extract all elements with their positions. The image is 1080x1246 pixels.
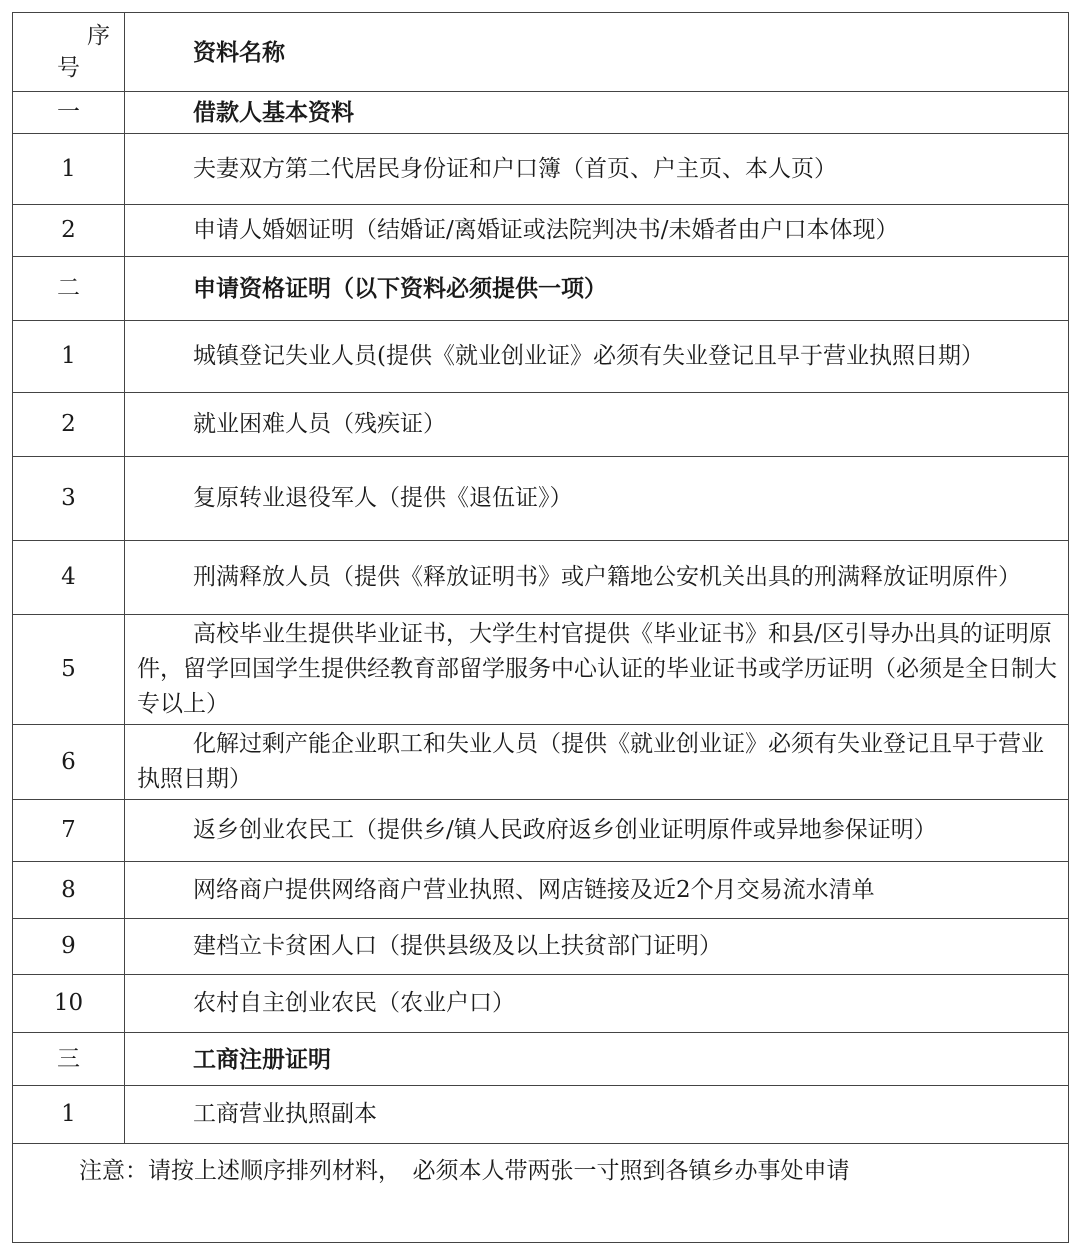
row-number: 8 xyxy=(13,862,125,919)
material-name: 网络商户提供网络商户营业执照、网店链接及近2个月交易流水清单 xyxy=(125,862,1069,919)
table-row xyxy=(13,1086,1069,1144)
row-number: 1 xyxy=(13,134,125,205)
material-name: 工商营业执照副本 xyxy=(125,1086,1069,1144)
section-row xyxy=(13,1033,1069,1086)
material-name: 建档立卡贫困人口（提供县级及以上扶贫部门证明） xyxy=(125,919,1069,975)
row-number: 6 xyxy=(13,725,125,800)
table-row xyxy=(13,975,1069,1033)
table-row xyxy=(13,321,1069,393)
section-title: 工商注册证明 xyxy=(125,1033,1069,1086)
row-number: 5 xyxy=(13,615,125,725)
header-name-cell: 资料名称 xyxy=(125,13,1069,92)
materials-table xyxy=(12,12,1069,1243)
note-row xyxy=(13,1144,1069,1243)
row-number: 9 xyxy=(13,919,125,975)
row-number: 二 xyxy=(13,257,125,321)
row-number: 10 xyxy=(13,975,125,1033)
header-num-line2: 号 xyxy=(57,55,80,81)
section-row xyxy=(13,257,1069,321)
material-name: 农村自主创业农民（农业户口） xyxy=(125,975,1069,1033)
row-number: 7 xyxy=(13,800,125,862)
table-row xyxy=(13,862,1069,919)
material-name: 复原转业退役军人（提供《退伍证》） xyxy=(125,457,1069,541)
section-row xyxy=(13,92,1069,134)
material-name: 化解过剩产能企业职工和失业人员（提供《就业创业证》必须有失业登记且早于营业执照日期） xyxy=(125,725,1069,800)
table-row xyxy=(13,457,1069,541)
material-name: 就业困难人员（残疾证） xyxy=(125,393,1069,457)
table-row xyxy=(13,800,1069,862)
material-name: 申请人婚姻证明（结婚证/离婚证或法院判决书/未婚者由户口本体现） xyxy=(125,205,1069,257)
row-number: 1 xyxy=(13,1086,125,1144)
table-row xyxy=(13,541,1069,615)
row-number: 2 xyxy=(13,393,125,457)
header-num-cell xyxy=(13,13,125,92)
material-name: 城镇登记失业人员(提供《就业创业证》必须有失业登记且早于营业执照日期） xyxy=(125,321,1069,393)
header-num-line1: 序 xyxy=(87,23,110,49)
table-row xyxy=(13,725,1069,800)
row-number: 4 xyxy=(13,541,125,615)
note-text: 注意：请按上述顺序排列材料， 必须本人带两张一寸照到各镇乡办事处申请 xyxy=(13,1144,1069,1243)
material-name: 夫妻双方第二代居民身份证和户口簿（首页、户主页、本人页） xyxy=(125,134,1069,205)
table-row xyxy=(13,393,1069,457)
section-title: 借款人基本资料 xyxy=(125,92,1069,134)
table-row xyxy=(13,919,1069,975)
material-name: 刑满释放人员（提供《释放证明书》或户籍地公安机关出具的刑满释放证明原件） xyxy=(125,541,1069,615)
row-number: 三 xyxy=(13,1033,125,1086)
row-number: 3 xyxy=(13,457,125,541)
material-name: 返乡创业农民工（提供乡/镇人民政府返乡创业证明原件或异地参保证明） xyxy=(125,800,1069,862)
row-number: 2 xyxy=(13,205,125,257)
section-title: 申请资格证明（以下资料必须提供一项） xyxy=(125,257,1069,321)
row-number: 一 xyxy=(13,92,125,134)
material-name: 高校毕业生提供毕业证书，大学生村官提供《毕业证书》和县/区引导办出具的证明原件，留学回国学生提供经教育部留学服务中心认证的毕业证书或学历证明（必须是全日制大专以上） xyxy=(125,615,1069,725)
table-row xyxy=(13,615,1069,725)
table-row xyxy=(13,134,1069,205)
row-number: 1 xyxy=(13,321,125,393)
header-row xyxy=(13,13,1069,92)
table-row xyxy=(13,205,1069,257)
